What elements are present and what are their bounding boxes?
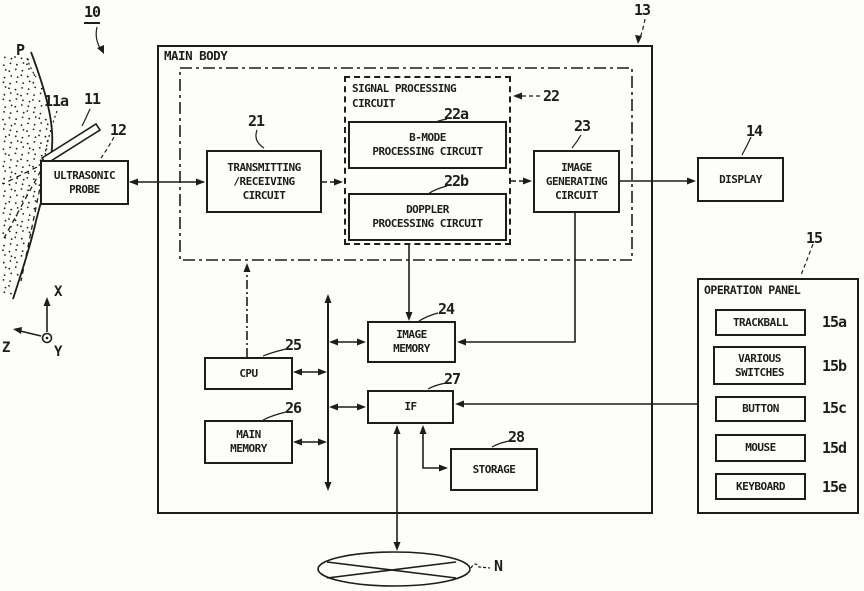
axis-y-label: Y	[54, 344, 63, 360]
puncture-needle	[42, 124, 100, 164]
block-interface: IF	[367, 390, 454, 424]
ref-26-main-memory: 26	[285, 399, 302, 417]
ref-12-ultrasonic-probe: 12	[110, 121, 127, 139]
ref-15d-mouse: 15d	[822, 439, 847, 457]
axes-arrowheads	[13, 297, 51, 339]
ref-15-operation-panel: 15	[806, 229, 823, 247]
block-image-generating-circuit: IMAGE GENERATING CIRCUIT	[533, 150, 620, 213]
ref-15b-various-switches: 15b	[822, 357, 847, 375]
block-doppler-processing-circuit: DOPPLER PROCESSING CIRCUIT	[348, 193, 507, 241]
ref-22a-b-mode: 22a	[444, 105, 469, 123]
main-body-title: MAIN BODY	[164, 48, 228, 63]
block-main-memory: MAIN MEMORY	[204, 420, 293, 464]
axis-x-label: X	[54, 284, 63, 300]
ref-15c-button: 15c	[822, 399, 847, 417]
ref-21-tr-circuit: 21	[248, 112, 265, 130]
panel-item-trackball: TRACKBALL	[715, 309, 806, 336]
ref-13-main-body: 13	[634, 1, 651, 19]
panel-item-mouse: MOUSE	[715, 434, 806, 462]
ref-25-cpu: 25	[285, 336, 302, 354]
block-signal-processing-circuit: SIGNAL PROCESSING CIRCUIT	[344, 76, 511, 245]
block-storage: STORAGE	[450, 448, 538, 491]
block-image-memory: IMAGE MEMORY	[367, 321, 456, 363]
ref-24-image-memory: 24	[438, 300, 455, 318]
block-cpu: CPU	[204, 357, 293, 390]
block-ultrasonic-probe: ULTRASONIC PROBE	[40, 160, 129, 205]
coordinate-axes	[16, 301, 52, 343]
scan-sector-lines	[3, 163, 45, 281]
ref-n-network: N	[494, 557, 503, 575]
axis-z-label: Z	[2, 340, 11, 356]
block-transmitting-receiving-circuit: TRANSMITTING /RECEIVING CIRCUIT	[206, 150, 322, 213]
panel-item-keyboard: KEYBOARD	[715, 473, 806, 500]
ref-p-patient: P	[16, 41, 25, 59]
panel-item-button: BUTTON	[715, 396, 806, 422]
ref-27-interface: 27	[444, 370, 461, 388]
block-b-mode-processing-circuit: B-MODE PROCESSING CIRCUIT	[348, 121, 507, 169]
operation-panel-title: OPERATION PANEL	[704, 283, 801, 297]
ref-11-needle: 11	[84, 90, 101, 108]
ref-22b-doppler: 22b	[444, 172, 469, 190]
ref-14-display: 14	[746, 122, 763, 140]
line-if-storage	[423, 427, 445, 468]
ref-15e-keyboard: 15e	[822, 478, 847, 496]
ref-23-image-generating: 23	[574, 117, 591, 135]
ref-10-figure: 10	[84, 3, 100, 24]
panel-item-various-switches: VARIOUS SWITCHES	[713, 346, 806, 385]
ref-15a-trackball: 15a	[822, 313, 847, 331]
block-display: DISPLAY	[697, 157, 784, 202]
network-symbol	[318, 552, 470, 586]
ref-28-storage: 28	[508, 428, 525, 446]
ref-11a-needle-tip: 11a	[44, 92, 69, 110]
ref-22-signal-processing: 22	[543, 87, 560, 105]
